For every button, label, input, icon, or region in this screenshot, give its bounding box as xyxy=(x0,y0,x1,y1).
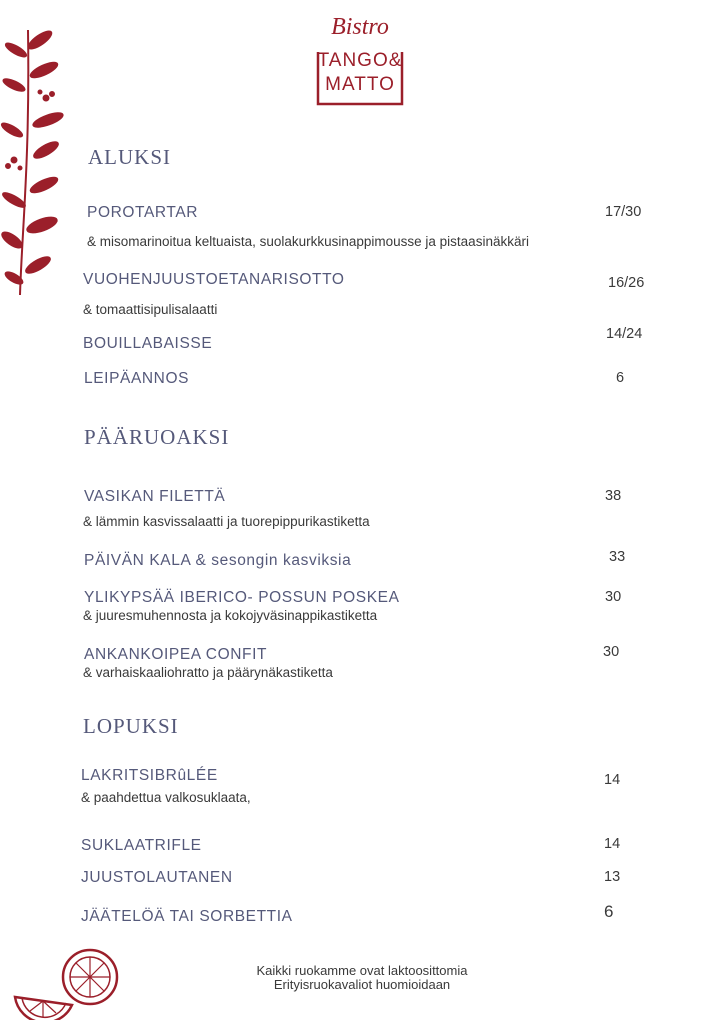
menu-item-name: YLIKYPSÄÄ IBERICO- POSSUN POSKEA xyxy=(84,589,400,606)
menu-item-price: 14 xyxy=(604,836,621,852)
menu-item-name: VASIKAN FILETTÄ xyxy=(84,488,226,505)
menu-item-price: 14 xyxy=(604,772,621,788)
menu-item-name: SUKLAATRIFLE xyxy=(81,837,202,854)
menu-item-price: 13 xyxy=(604,869,621,885)
logo xyxy=(308,12,412,108)
menu-item-name: LEIPÄANNOS xyxy=(84,370,190,387)
menu-item-name: PÄIVÄN KALA & sesongin kasviksia xyxy=(84,552,352,569)
menu-item-name: LAKRITSIBRûLÉE xyxy=(81,767,218,784)
menu-item-desc: & misomarinoitua keltuaista, suolakurkkusinappimousse ja pistaasinäkkäri xyxy=(87,234,529,249)
menu-item-price: 6 xyxy=(616,370,625,386)
menu-item-price: 16/26 xyxy=(608,275,645,291)
menu-item-name: POROTARTAR xyxy=(87,204,199,221)
menu-item-name: VUOHENJUUSTOETANARISOTTO xyxy=(83,271,345,288)
section-title-aluksi: ALUKSI xyxy=(88,145,171,169)
section-title-paaruoaksi: PÄÄRUOAKSI xyxy=(84,425,230,449)
menu-item-desc: & tomaattisipulisalaatti xyxy=(83,302,218,317)
logo-script: Bistro xyxy=(331,14,389,40)
leaf-branch-icon xyxy=(0,10,70,300)
menu-item-price: 14/24 xyxy=(606,326,643,342)
menu-item-price: 38 xyxy=(605,488,622,504)
logo-name-line1: TANGO& xyxy=(317,50,403,71)
footer-line1: Kaikki ruokamme ovat laktoosittomia xyxy=(256,963,468,978)
footer-line2: Erityisruokavaliot huomioidaan xyxy=(273,977,451,992)
section-title-lopuksi: LOPUKSI xyxy=(83,714,179,738)
logo-name-line2: MATTO xyxy=(325,74,395,95)
menu-item-desc: & paahdettua valkosuklaata, xyxy=(81,790,251,805)
menu-item-name: ANKANKOIPEA CONFIT xyxy=(84,646,268,663)
orange-slice-icon xyxy=(10,945,120,1020)
menu-item-price: 6 xyxy=(604,902,614,921)
menu-item-desc: & lämmin kasvissalaatti ja tuorepippurikastiketta xyxy=(83,514,370,529)
menu-item-name: JUUSTOLAUTANEN xyxy=(81,869,233,886)
menu-item-price: 17/30 xyxy=(605,204,642,220)
menu-item-price: 30 xyxy=(605,589,622,605)
footer-note xyxy=(200,964,524,992)
menu-item-price: 33 xyxy=(609,549,626,565)
menu-item-desc: & juuresmuhennosta ja kokojyväsinappikastiketta xyxy=(83,608,378,623)
menu-item-name: JÄÄTELÖÄ TAI SORBETTIA xyxy=(81,908,293,925)
menu-item-desc: & varhaiskaaliohratto ja päärynäkastiketta xyxy=(83,665,333,680)
menu-item-price: 30 xyxy=(603,644,620,660)
menu-item-name: BOUILLABAISSE xyxy=(83,335,213,352)
